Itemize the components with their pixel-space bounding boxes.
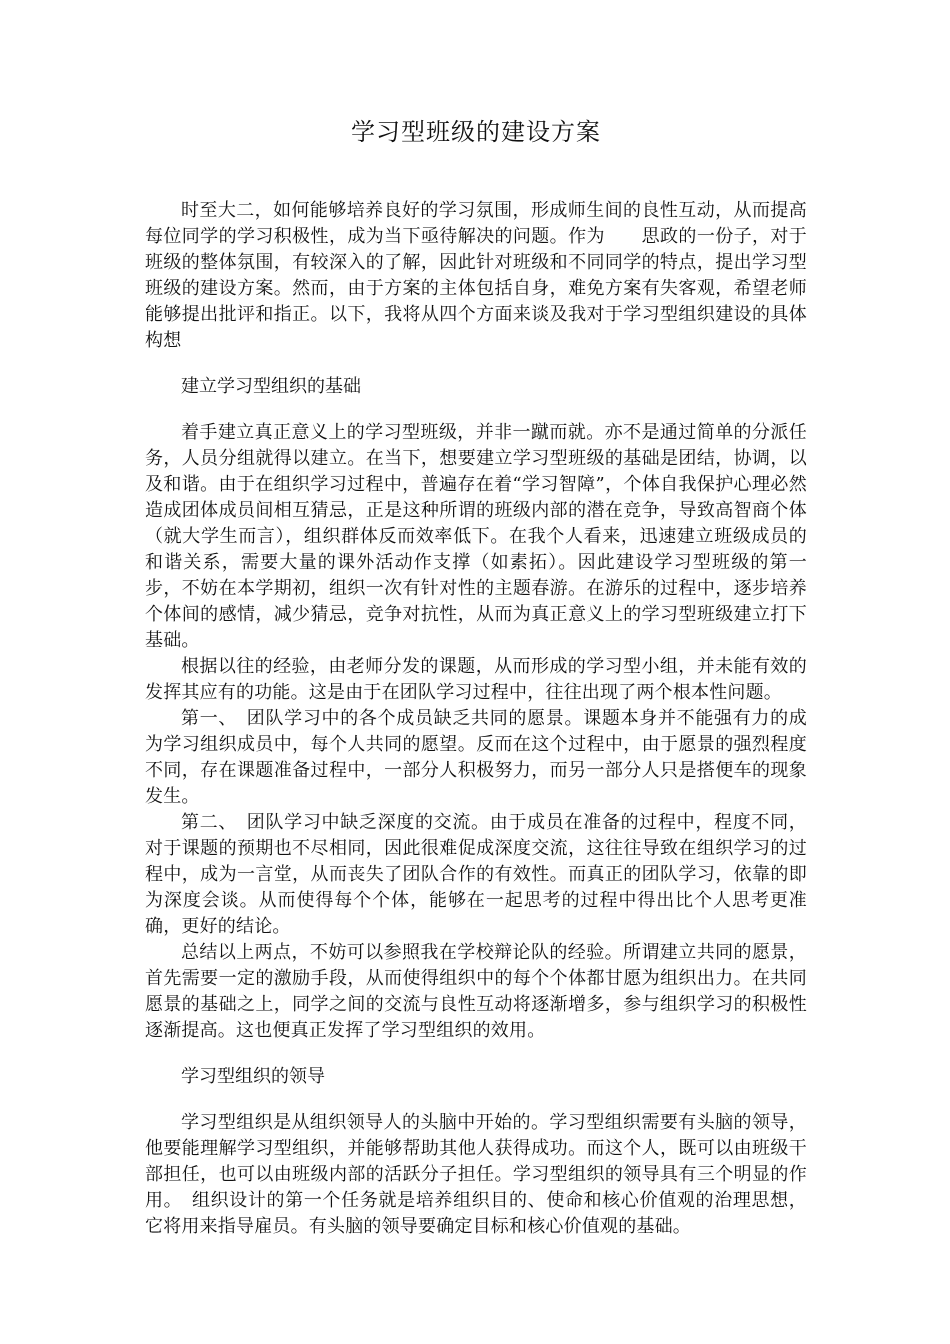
document-title: 学习型班级的建设方案 — [351, 118, 601, 146]
section-heading-leadership: 学习型组织的领导 — [181, 1066, 325, 1087]
spacer — [145, 354, 807, 374]
body-paragraph: 根据以往的经验，由老师分发的课题，从而形成的学习型小组，并未能有效的发挥其应有的功能。这是由于在团队学习过程中，往往出现了两个根本性问题。 — [145, 656, 807, 703]
body-paragraph: 总结以上两点，不妨可以参照我在学校辩论队的经验。所谓建立共同的愿景，首先需要一定的激励手段，从而使得组织中的每个个体都甘愿为组织出力。在共同愿景的基础之上，同学之间的交流与良性互动将逐渐增多，参与组织学习的积极性逐渐提高。这也便真正发挥了学习型组织的效用。 — [145, 942, 807, 1041]
spacer — [145, 1090, 807, 1110]
body-paragraph: 第二、 团队学习中缺乏深度的交流。由于成员在准备的过程中，程度不同，对于课题的预期也不尽相同，因此很难促成深度交流，这往往导致在组织学习的过程中，成为一言堂，从而丧失了团队合作的有效性。而真正的团队学习，依靠的即为深度会谈。从而使得每个个体，能够在一起思考的过程中得出比个人思考更准确，更好的结论。 — [145, 812, 807, 937]
intro-paragraph: 时至大二，如何能够培养良好的学习氛围，形成师生间的良性互动，从而提高每位同学的学习积极性，成为当下亟待解决的问题。作为 思政的一份子，对于班级的整体氛围，有较深入的了解，因此针对班级和不同同学的特点，提出学习型班级的建设方案。然而，由于方案的主体包括自身，难免方案有失客观，希望老师能够提出批评和指正。以下，我将从四个方面来谈及我对于学习型组织建设的具体构想 — [145, 200, 807, 351]
section-heading-foundation: 建立学习型组织的基础 — [181, 376, 361, 397]
spacer — [145, 1044, 807, 1064]
document-body — [145, 112, 807, 1240]
body-paragraph: 着手建立真正意义上的学习型班级，并非一蹴而就。亦不是通过简单的分派任务，人员分组就得以建立。在当下，想要建立学习型班级的基础是团结，协调，以及和谐。由于在组织学习过程中，普遍存在着“学习智障”，个体自我保护心理必然造成团体成员间相互猜忌，正是这种所谓的班级内部的潜在竞争，导致高智商个体（就大学生而言），组织群体反而效率低下。在我个人看来，迅速建立班级成员的和谐关系，需要大量的课外活动作支撑（如素拓）。因此建设学习型班级的第一步，不妨在本学期初，组织一次有针对性的主题春游。在游乐的过程中，逐步培养个体间的感情，减少猜忌，竞争对抗性，从而为真正意义上的学习型班级建立打下基础。 — [145, 422, 807, 651]
body-paragraph: 第一、 团队学习中的各个成员缺乏共同的愿景。课题本身并不能强有力的成为学习组织成员中，每个人共同的愿望。反而在这个过程中，由于愿景的强烈程度不同，存在课题准备过程中，一部分人积极努力，而另一部分人只是搭便车的现象发生。 — [145, 708, 807, 807]
spacer — [145, 400, 807, 420]
body-paragraph: 学习型组织是从组织领导人的头脑中开始的。学习型组织需要有头脑的领导，他要能理解学习型组织，并能够帮助其他人获得成功。而这个人，既可以由班级干部担任，也可以由班级内部的活跃分子担任。学习型组织的领导具有三个明显的作用。 组织设计的第一个任务就是培养组织目的、使命和核心价值观的治理思想，它将用来指导雇员。有头脑的领导要确定目标和核心价值观的基础。 — [145, 1112, 807, 1237]
